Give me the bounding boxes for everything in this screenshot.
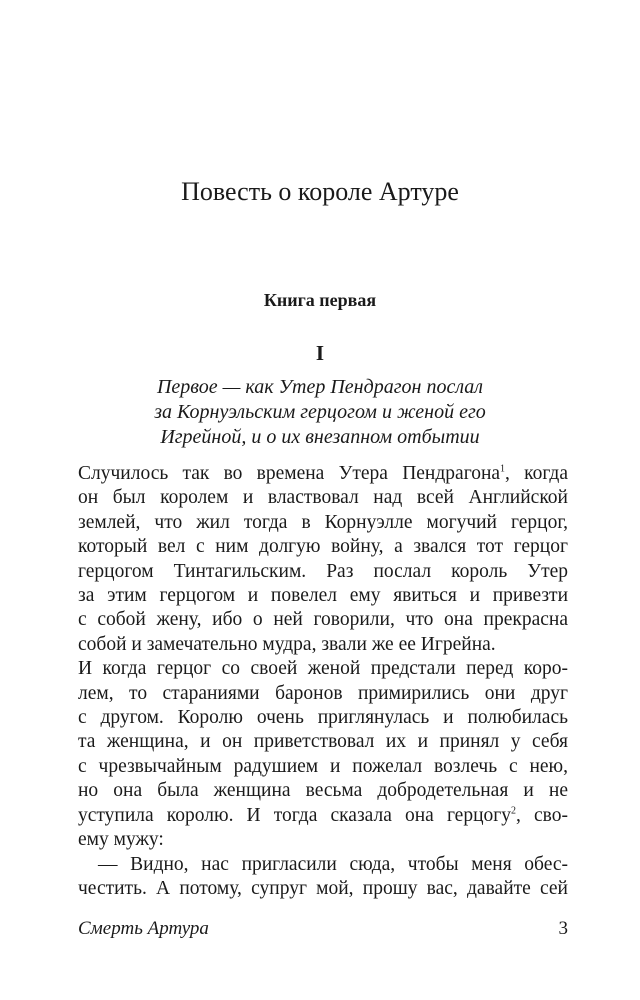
body-text xyxy=(78,462,568,901)
text-line: землей, что жил тогда в Корнуэлле могучий герцог, xyxy=(78,511,568,533)
text-line: собой и замечательно мудра, звали же ее Игрейна. xyxy=(78,633,496,655)
chapter-heading-line: за Корнуэльским герцогом и женой его xyxy=(154,401,486,423)
chapter-heading-line: Первое — как Утер Пендрагон послал xyxy=(156,376,484,398)
running-footer-title: Смерть Артура xyxy=(78,918,209,939)
text-line: лем, то стараниями баронов примирились они друг xyxy=(78,682,568,704)
book-title: Книга первая xyxy=(263,290,377,310)
chapter-number: I xyxy=(315,341,325,365)
text-line: Случилось так во времена Утера Пендрагона$^1$, когда xyxy=(78,463,568,484)
text-line: он был королем и властвовал над всей Английской xyxy=(78,487,568,509)
text-line: но она была женщина весьма добродетельная и не xyxy=(78,780,568,802)
chapter-heading-line: Игрейной, и о их внезапном отбытии xyxy=(160,426,480,448)
text-line: который вел с ним долгую войну, а звался тот герцог xyxy=(78,536,568,558)
text-line: ему мужу: xyxy=(78,829,164,851)
text-line: за этим герцогом и повелел ему явиться и привезти xyxy=(78,585,568,607)
text-line: с другом. Королю очень приглянулась и полюбилась xyxy=(78,707,568,729)
text-line: уступила королю. И тогда сказала она герцогу$^2$, сво- xyxy=(78,804,568,826)
footnote-marker: 1 xyxy=(500,463,506,475)
text-line: с чрезвычайным радушием и пожелал возлечь с нею, xyxy=(78,755,568,777)
text-line: с собой жену, ибо о ней говорили, что она прекрасна xyxy=(78,609,568,631)
text-line: И когда герцог со своей женой предстали перед коро- xyxy=(78,658,568,680)
chapter-heading xyxy=(0,375,640,450)
text-line: герцогом Тинтагильским. Раз послал король Утер xyxy=(78,560,568,582)
text-line: — Видно, нас пригласили сюда, чтобы меня обес- xyxy=(98,853,568,875)
footnote-marker: 2 xyxy=(511,805,517,817)
page-number: 3 xyxy=(558,918,568,939)
part-title: Повесть о короле Артуре xyxy=(181,177,459,206)
text-line: та женщина, и он приветствовал их и принял у себя xyxy=(78,731,568,753)
text-line: честить. А потому, супруг мой, прошу вас, давайте сей xyxy=(78,877,568,899)
